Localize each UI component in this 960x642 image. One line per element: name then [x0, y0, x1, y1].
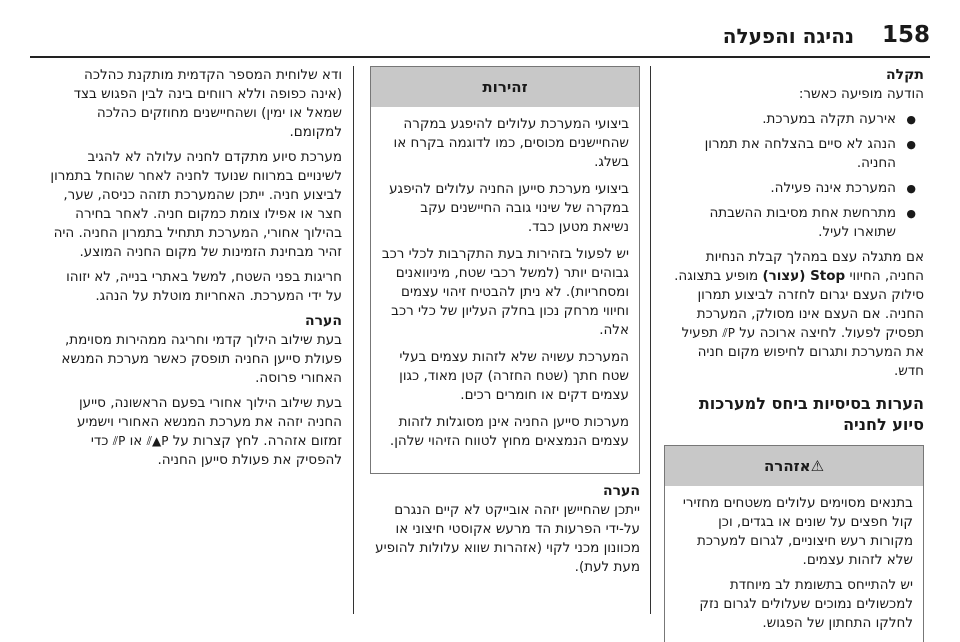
warning-title: אזהרה	[763, 456, 811, 475]
page-header	[0, 0, 960, 56]
left-column	[50, 66, 342, 476]
caution-body	[371, 107, 639, 465]
warning-triangle-icon: ⚠	[810, 456, 825, 475]
caution-paragraph: יש לפעול בזהירות בעת התקרבות לכלי רכב גבוהים יותר (למשל רכבי שטח, מיניוואנים ומסחריות). לא ניתן להבטיח זיהוי עצמים וחיווי מרחק נכון בחלק העליון של כלי רכב אלה.	[381, 246, 629, 338]
caution-paragraph: המערכת עשויה שלא לזהות עצמים בעלי שטח חתך (שטח החזרה) קטן מאוד, כגון עצמים דקים או חומרים רכים.	[399, 349, 629, 403]
section-title-basic-notes: הערות בסיסיות ביחס למערכות סיוע לחניה	[698, 394, 924, 434]
stop-label: Stop (עצור)	[762, 268, 846, 284]
list-item: ● המערכת אינה פעילה.	[664, 179, 924, 198]
note-paragraph: ייתכן שהחיישן יזהה אובייקט לא קיים הנגרם על-ידי הפרעות הד מרעש אקוסטי חיצוני או מכוונון מכני לקוי (אזהרות שווא עלולות להופיע מעת לעת).	[375, 502, 640, 575]
caution-paragraph: ביצועי מערכת סייען החניה עלולים להיפגע במקרה של שינוי גובה החיישנים עקב נשיאת מטען כבד.	[389, 181, 629, 235]
note-paragraph: בעת שילוב הילוך קדמי וחריגה ממהירות מסוימת, פעולת סייען החניה תופסק כאשר מערכת המנשא האחורי פרוסה.	[61, 332, 342, 386]
caution-header: זהירות	[371, 67, 639, 107]
warning-box	[664, 445, 924, 642]
parking-button-icon: P⫽	[722, 326, 735, 340]
right-column	[664, 66, 924, 642]
warning-body	[665, 486, 923, 642]
parking-button-icon: P⫽	[112, 434, 126, 448]
list-item: ● אירעה תקלה במערכת.	[664, 110, 924, 129]
note-paragraph: בעת שילוב הילוך אחורי בפעם הראשונה, סייען החניה יזהה את מערכת המנשא האחורי וישמיע זמזום אזהרה. לחץ קצרות על P▲⫽ או P⫽ כדי להפסיק את פעולת סייען החניה.	[77, 395, 342, 468]
warning-paragraph: יש להתייחס בתשומת לב מיוחדת למכשולים נמוכים שעלולים לגרום נזק לחלקו התחתון של הפגוש.	[699, 577, 913, 631]
list-item: ● מתרחשת אחת מסיבות ההשבתה שתוארו לעיל.	[664, 204, 924, 242]
warning-paragraph: בתנאים מסוימים עלולים משטחים מחזירי קול חפצים על שונים או בגדים, וכן מקורות רעש חיצוניים, לגרום למערכת שלא לזהות עצמים.	[682, 495, 913, 568]
chapter-title: נהיגה והפעלה	[722, 24, 854, 48]
malfunction-intro: הודעה מופיעה כאשר:	[798, 86, 924, 102]
warning-header	[665, 446, 923, 486]
caution-paragraph: ביצועי המערכת עלולים להיפגע במקרה שהחיישנים מכוסים, כמו לדוגמה בקרח או בשלג.	[393, 116, 629, 170]
body-paragraph: ודא שלוחית המספר הקדמית מותקנת כהלכה (אינה כפופה וללא רווחים בינה לבין הפגוש בצד שמאל או ימין) ושהחיישנים מחוזקים כהלכה למקומם.	[73, 67, 342, 140]
parking-sensor-icon: P▲⫽	[146, 434, 169, 448]
caution-box	[370, 66, 640, 474]
caution-paragraph: מערכות סייען החניה אינן מסוגלות לזהות עצמים הנמצאים מחוץ לטווח הזיהוי שלהן.	[389, 414, 629, 449]
header-divider	[30, 56, 930, 58]
malfunction-list	[664, 110, 924, 242]
note-heading: הערה	[305, 313, 342, 329]
column-divider-left	[353, 66, 354, 614]
column-divider-right	[650, 66, 651, 614]
body-paragraph: חריגות בפני השטח, למשל באתרי בנייה, לא יזוהו על ידי המערכת. האחריות מוטלת על הנהג.	[66, 269, 342, 304]
obstacle-paragraph: אם מתגלה עצם במהלך קבלת הנחיות החניה, החיווי Stop (עצור) מופיע בתצוגה. סילוק העצם יגרום לחזרה לביצוע תמרון החניה. אם העצם אינו מסולק, המערכת תפסיק לפעול. לחיצה ארוכה על P⫽ תפעיל את המערכת ותגרום לחיפוש מקום חניה חדש.	[674, 249, 924, 379]
section-heading-malfunction: תקלה	[886, 67, 924, 83]
list-item: ● הנהג לא סיים בהצלחה את תמרון החניה.	[664, 135, 924, 173]
page-number: 158	[881, 22, 930, 48]
note-heading: הערה	[603, 483, 640, 499]
body-paragraph: מערכת סיוע מתקדם לחניה עלולה לא להגיב לשינויים במרווח שנועד לחניה לאחר שהוחל בתמרון לביצוע חניה. ייתכן שהמערכת תזהה כניסה, שער, חצר או אפילו צומת כמקום חניה. לאחר בחירה בהילוך אחורי, המערכת תתחיל בתמרון החניה. היה זהיר מבחינת הזמינות של מקום החניה המוצע.	[50, 149, 342, 260]
middle-column	[370, 66, 640, 583]
